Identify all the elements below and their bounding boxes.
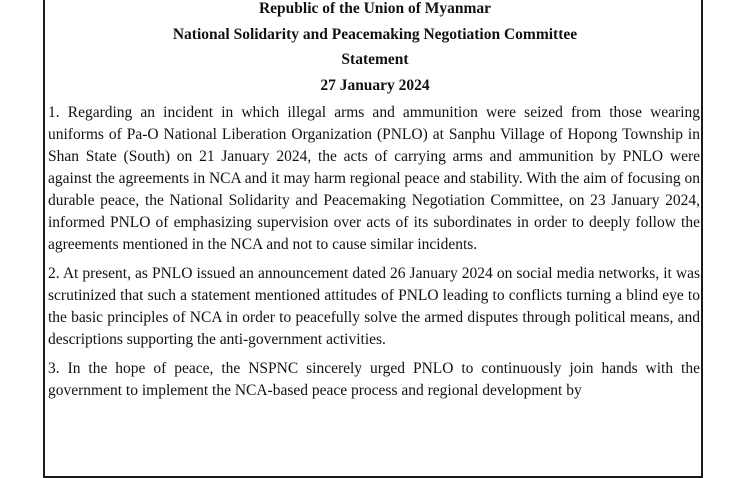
paragraph-1: 1. Regarding an incident in which illegal arms and ammunition were seized from those wearing uniforms of Pa-O National Liberation Organization (PNLO) at Sanphu Village of Hopong Township in Shan State (South) on 21 January 2024, the acts of carrying arms and ammunition by PNLO were against the agreements in NCA and it may harm regional peace and stability. With the aim of focusing on durable peace, the National Solidarity and Peacemaking Negotiation Committee, on 23 January 2024, informed PNLO of emphasizing supervision over acts of its subordinates in order to deeply follow the agreements mentioned in the NCA and not to cause similar incidents. <box>48 104 700 253</box>
document-type-heading: Statement <box>341 51 409 68</box>
statement-body <box>48 102 700 409</box>
committee-heading: National Solidarity and Peacemaking Negotiation Committee <box>172 26 578 43</box>
country-heading: Republic of the Union of Myanmar <box>258 0 492 17</box>
paragraph-3: 3. In the hope of peace, the NSPNC sincerely urged PNLO to continuously join hands with the government to implement the NCA-based peace process and regional development by <box>48 360 700 399</box>
statement-date: 27 January 2024 <box>320 77 430 94</box>
paragraph-2: 2. At present, as PNLO issued an announcement dated 26 January 2024 on social media networks, it was scrutinized that such a statement mentioned attitudes of PNLO leading to conflicts turning a blind eye to the basic principles of NCA in order to peacefully solve the armed disputes through political means, and descriptions supporting the anti-government activities. <box>48 265 700 348</box>
